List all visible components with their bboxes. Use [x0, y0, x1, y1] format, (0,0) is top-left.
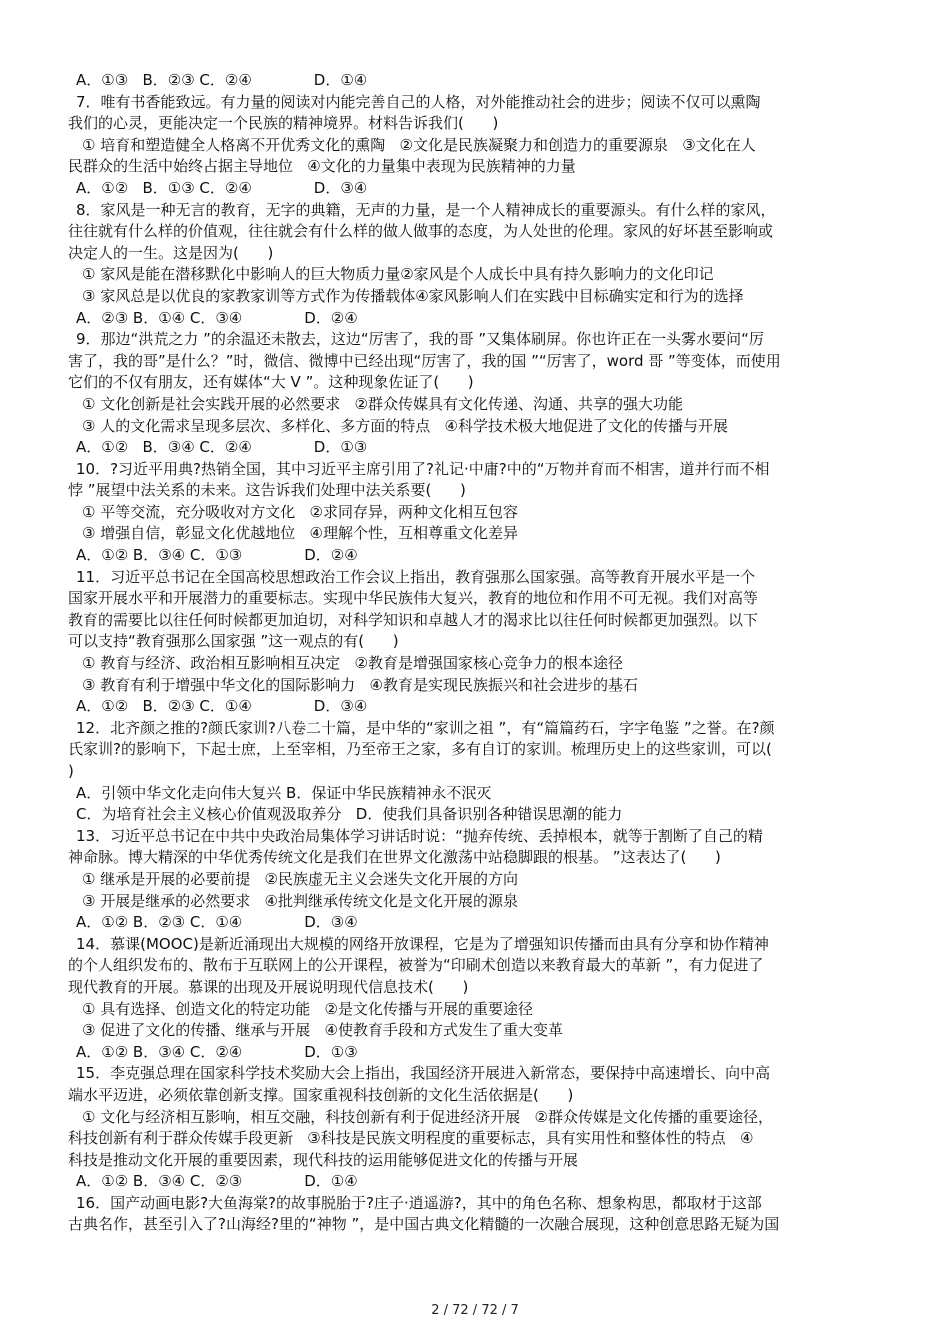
text-line: C．为培育社会主义核心价值观汲取养分 D．使我们具备识别各种错误思潮的能力 [76, 805, 623, 824]
text-line: 7．唯有书香能致远。有力量的阅读对内能完善自己的人格，对外能推动社会的进步；阅读不仅可以熏陶 [76, 92, 761, 111]
text-line: ③ 促进了文化的传播、继承与开展 ④使教育手段和方式发生了重大变革 [82, 1021, 563, 1040]
text-line: 教育的需要比以往任何时候都更加迫切，对科学知识和卓越人才的渴求比以往任何时候都更加强烈。以下 [68, 610, 759, 629]
text-line: 我们的心灵，更能决定一个民族的精神境界。材料告诉我们( ) [68, 114, 499, 133]
text-line: 端水平迈进，必须依靠创新支撑。国家重视科技创新的文化生活依据是( ) [68, 1085, 574, 1104]
text-line: A．①② B．③④ C．②④ D．①③ [76, 438, 368, 457]
text-line: 现代教育的开展。慕课的出现及开展说明现代信息技术( ) [68, 977, 469, 996]
text-line: 可以支持“教育强那么国家强 ”这一观点的有( ) [68, 632, 399, 651]
text-line: ③ 教育有利于增强中华文化的国际影响力 ④教育是实现民族振兴和社会进步的基石 [82, 675, 638, 694]
text-line: 氏家训?的影响下，下起士庶，上至宰相，乃至帝王之家，多有自订的家训。梳理历史上的这些家训，可以( [68, 740, 772, 759]
text-line: ③ 家风总是以优良的家教家训等方式作为传播载体④家风影响人们在实践中目标确实定和行为的选择 [82, 286, 744, 305]
text-line: A．①② B．③④ C．①③ D．②④ [76, 546, 358, 565]
text-line: 害了，我的哥”是什么？”时，微信、微博中已经出现“厉害了，我的国 ”“厉害了，word 哥 ”等变体，而使用 [68, 351, 781, 370]
text-line: A．①② B．③④ C．②③ D．①④ [76, 1172, 358, 1191]
text-line: 国家开展水平和开展潜力的重要标志。实现中华民族伟大复兴，教育的地位和作用不可无视。我们对高等 [68, 589, 759, 608]
text-line: 9．那边“洪荒之力 ”的余温还未散去，这边“厉害了，我的哥 ”又集体刷屏。你也许正在一头雾水要问“厉 [76, 330, 764, 349]
text-line: 民群众的生活中始终占据主导地位 ④文化的力量集中表现为民族精神的力量 [68, 157, 576, 176]
text-line: ① 文化创新是社会实践开展的必然要求 ②群众传媒具有文化传递、沟通、共享的强大功能 [82, 394, 683, 413]
text-line: 15．李克强总理在国家科学技术奖励大会上指出，我国经济开展进入新常态，要保持中高速增长、向中高 [76, 1064, 771, 1083]
text-line: ) [68, 762, 74, 780]
text-line: A．①② B．②③ C．①④ D．③④ [76, 913, 358, 932]
text-line: ① 文化与经济相互影响，相互交融，科技创新有利于促进经济开展 ②群众传媒是文化传播的重要途径， [82, 1107, 773, 1126]
text-line: 科技创新有利于群众传媒手段更新 ③科技是民族文明程度的重要标志，具有实用性和整体性的特点 ④ [68, 1129, 754, 1148]
text-line: A．②③ B．①④ C．③④ D．②④ [76, 308, 358, 327]
text-line: A．①③ B．②③ C．②④ D．①④ [76, 71, 368, 89]
text-line: ① 教育与经济、政治相互影响相互决定 ②教育是增强国家核心竞争力的根本途径 [82, 654, 623, 673]
text-line: 14．慕课(MOOC)是新近涌现出大规模的网络开放课程，它是为了增强知识传播而由具有分享和协作精神 [76, 934, 769, 953]
text-line: A．①② B．③④ C．②④ D．①③ [76, 1042, 358, 1061]
text-line: 16．国产动画电影?大鱼海棠?的故事脱胎于?庄子·逍遥游?，其中的角色名称、想象构思，都取材于这部 [76, 1193, 762, 1212]
text-line: 古典名作，甚至引入了?山海经?里的“神物 ”，是中国古典文化精髓的一次融合展现，这种创意思路无疑为国 [68, 1215, 780, 1234]
text-line: ① 平等交流，充分吸收对方文化 ②求同存异，两种文化相互包容 [82, 502, 518, 521]
text-line: ③ 人的文化需求呈现多层次、多样化、多方面的特点 ④科学技术极大地促进了文化的传播与开展 [82, 416, 728, 435]
text-line: 决定人的一生。这是因为( ) [68, 243, 274, 262]
text-line: 它们的不仅有朋友，还有媒体“大 V ”。这种现象佐证了( ) [68, 373, 474, 392]
text-line: A．①② B．②③ C．①④ D．③④ [76, 697, 368, 716]
text-line: ③ 增强自信，彰显文化优越地位 ④理解个性，互相尊重文化差异 [82, 524, 518, 543]
text-line: ① 具有选择、创造文化的特定功能 ②是文化传播与开展的重要途径 [82, 999, 533, 1018]
text-line: A．①② B．①③ C．②④ D．③④ [76, 178, 368, 197]
text-line: 8．家风是一种无言的教育，无字的典籍，无声的力量，是一个人精神成长的重要源头。有什么样的家风， [76, 200, 776, 219]
document-body [68, 70, 888, 1236]
text-line: 10．?习近平用典?热销全国，其中习近平主席引用了?礼记·中庸?中的“万物并育而不相害，道并行而不相 [76, 459, 770, 478]
text-line: A．引领中华文化走向伟大复兴 B．保证中华民族精神永不泯灭 [76, 783, 492, 802]
text-line: 的个人组织发布的、散布于互联网上的公开课程，被誉为“印刷术创造以来教育最大的革新 ”，有力促进了 [68, 956, 764, 975]
text-line: ① 家风是能在潜移默化中影响人的巨大物质力量②家风是个人成长中具有持久影响力的文化印记 [82, 265, 714, 284]
text-line: 13．习近平总书记在中共中央政治局集体学习讲话时说：“抛弃传统、丢掉根本，就等于割断了自己的精 [76, 826, 763, 845]
text-line: 往往就有什么样的价值观，往往就会有什么样的做人做事的态度，为人处世的伦理。家风的好坏甚至影响或 [68, 222, 774, 241]
text-line: ① 继承是开展的必要前提 ②民族虚无主义会迷失文化开展的方向 [82, 869, 518, 888]
text-line: 11．习近平总书记在全国高校思想政治工作会议上指出，教育强那么国家强。高等教育开展水平是一个 [76, 567, 756, 586]
text-line: 科技是推动文化开展的重要因素，现代科技的运用能够促进文化的传播与开展 [68, 1150, 579, 1169]
text-line: 12．北齐颜之推的?颜氏家训?八卷二十篇，是中华的“家训之祖 ”，有“篇篇药石，字字龟鉴 ”之誉。在?颜 [76, 718, 775, 737]
text-line: 悖 ”展望中法关系的未来。这告诉我们处理中法关系要( ) [68, 481, 466, 500]
text-line: ① 培育和塑造健全人格离不开优秀文化的熏陶 ②文化是民族凝聚力和创造力的重要源泉 ③文化在人 [82, 135, 756, 154]
text-line: 神命脉。博大精深的中华优秀传统文化是我们在世界文化激荡中站稳脚跟的根基。 ”这表达了( ) [68, 848, 721, 867]
text-line: ③ 开展是继承的必然要求 ④批判继承传统文化是文化开展的源泉 [82, 891, 518, 910]
page-number: 2 / 72 / 72 / 7 [431, 1303, 519, 1318]
